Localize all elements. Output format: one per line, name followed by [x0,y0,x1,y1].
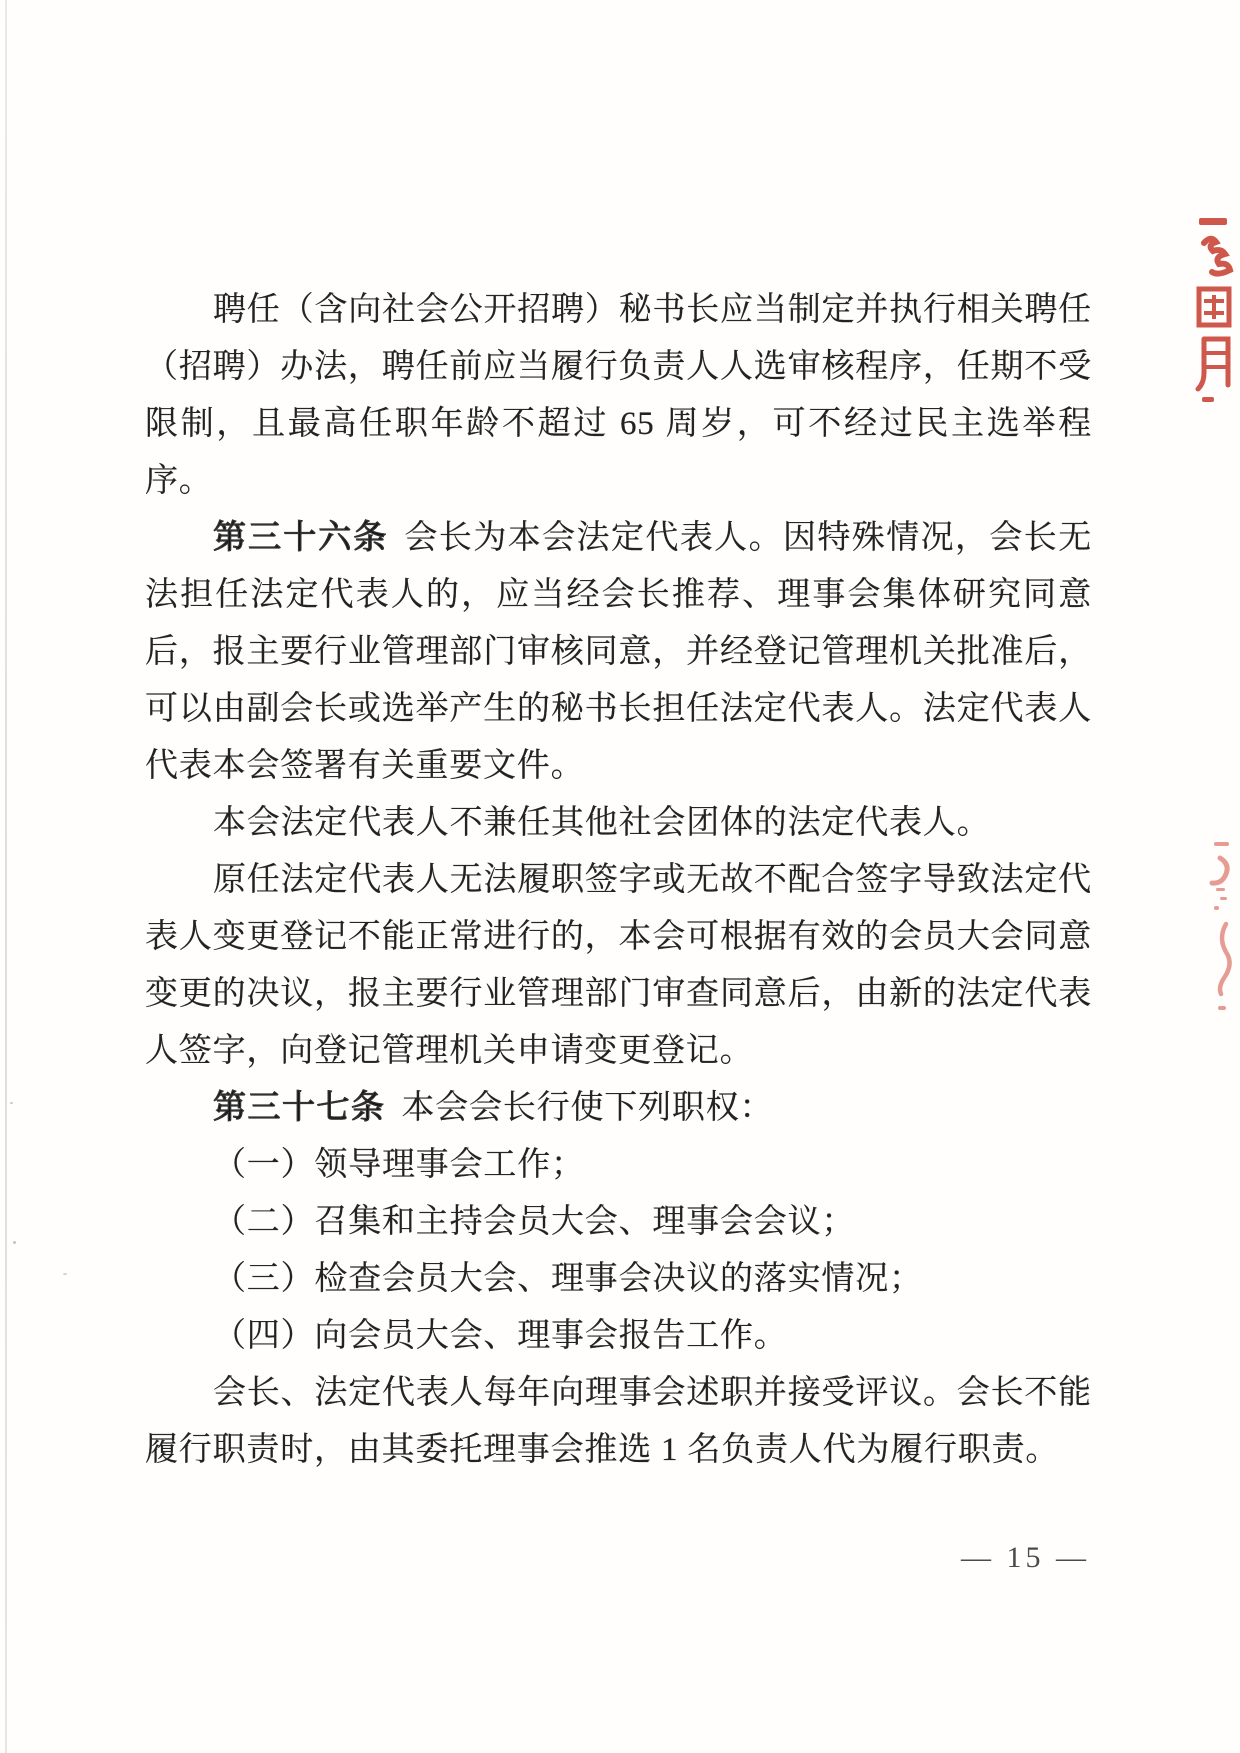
page-number: — 15 — [961,1541,1090,1574]
paragraph-text: （三）检查会员大会、理事会决议的落实情况； [213,1261,923,1297]
paragraph-text: 聘任（含向社会公开招聘）秘书长应当制定并执行相关聘任（招聘）办法，聘任前应当履行负责人人选审核程序，任期不受限制，且最高任职年龄不超过 65 周岁，可不经过民主选举程序。 [145,292,1092,499]
scan-edge-artifact [5,0,7,1753]
scan-speck [10,1102,13,1104]
paragraph-text: 本会会长行使下列职权： [401,1090,774,1126]
paragraph [145,795,1092,852]
red-seal-fragment-bottom [1208,840,1236,1020]
paragraph [145,510,1092,795]
paragraph-text: 会长为本会法定代表人。因特殊情况，会长无法担任法定代表人的，应当经会长推荐、理事会集体研究同意后，报主要行业管理部门审核同意，并经登记管理机关批准后，可以由副会长或选举产生的秘书长担任法定代表人。法定代表人代表本会签署有关重要文件。 [145,520,1093,784]
paragraph-text: （四）向会员大会、理事会报告工作。 [213,1318,788,1354]
paragraph-text: （一）领导理事会工作； [213,1147,585,1183]
paragraph [145,282,1092,510]
paragraph [145,1080,1092,1137]
text-block [145,282,1092,1479]
paragraph [145,1365,1092,1479]
paragraph [145,852,1092,1080]
scan-speck [63,1273,67,1275]
paragraph-text: 会长、法定代表人每年向理事会述职并接受评议。会长不能履行职责时，由其委托理事会推选 1 名负责人代为履行职责。 [145,1375,1092,1468]
red-seal-fragment-top [1194,213,1236,405]
scan-speck [13,1241,16,1244]
paragraph [145,1137,1092,1194]
paragraph [145,1194,1092,1251]
paragraph [145,1251,1092,1308]
paragraph [145,1308,1092,1365]
article-number: 第三十六条 [213,520,389,556]
paragraph-text: 本会法定代表人不兼任其他社会团体的法定代表人。 [213,805,991,841]
article-number: 第三十七条 [213,1090,386,1126]
paragraph-text: （二）召集和主持会员大会、理事会会议； [213,1204,856,1240]
paragraph-text: 原任法定代表人无法履职签字或无故不配合签字导致法定代表人变更登记不能正常进行的，本会可根据有效的会员大会同意变更的决议，报主要行业管理部门审查同意后，由新的法定代表人签字，向登记管理机关申请变更登记。 [145,862,1092,1069]
